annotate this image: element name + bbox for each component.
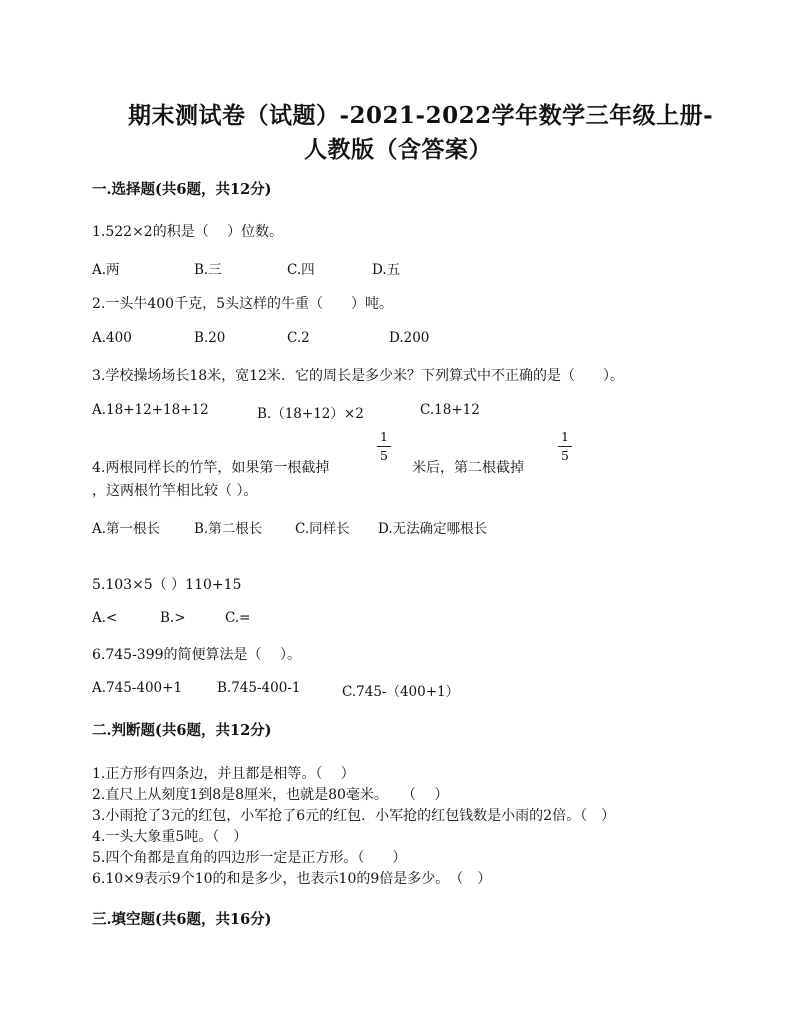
fraction-2-bar [558, 446, 572, 447]
q4-option-a: A.第一根长 [92, 521, 161, 537]
judge-item-1: 1.正方形有四条边，并且都是相等。（ ） [92, 766, 355, 782]
judge-item-5: 5.四个角都是直角的四边形一定是正方形。（ ） [92, 850, 407, 866]
q3-option-a: A.18+12+18+12 [92, 402, 209, 418]
q1-option-d: D.五 [372, 262, 401, 278]
document-title-line2: 人教版（含答案） [304, 136, 492, 163]
document-title-line1: 期末测试卷（试题）-2021-2022学年数学三年级上册- [128, 102, 714, 129]
fraction-2-denominator: 5 [561, 448, 569, 463]
q5-option-b: B.> [160, 610, 186, 626]
fraction-one-fifth-2 [558, 430, 572, 463]
q5-option-a: A.< [92, 610, 118, 626]
question-2: 2.一头牛400千克，5头这样的牛重（ ）吨。 [92, 296, 393, 312]
q6-option-c: C.745-（400+1） [342, 684, 460, 700]
section-heading-true-false: 二.判断题(共6题，共12分) [92, 722, 272, 739]
q1-option-a: A.两 [92, 262, 120, 278]
judge-item-3: 3.小雨抢了3元的红包，小军抢了6元的红包．小军抢的红包钱数是小雨的2倍。（ ） [92, 808, 616, 824]
q2-option-a: A.400 [92, 330, 132, 346]
q3-option-c: C.18+12 [420, 402, 480, 418]
question-4-part1: 4.两根同样长的竹竿，如果第一根截掉 [92, 460, 330, 476]
q3-option-b: B.（18+12）×2 [257, 406, 364, 422]
q6-option-a: A.745-400+1 [92, 680, 183, 696]
q1-option-b: B.三 [194, 262, 222, 278]
q6-option-b: B.745-400-1 [217, 680, 301, 696]
question-1: 1.522×2的积是（ ）位数。 [92, 224, 284, 240]
q2-option-c: C.2 [287, 330, 310, 346]
q4-option-c: C.同样长 [295, 521, 350, 537]
fraction-one-fifth-1 [377, 430, 391, 463]
q5-option-c: C.= [225, 610, 251, 626]
fraction-1-numerator: 1 [380, 429, 388, 444]
question-3: 3.学校操场场长18米，宽12米．它的周长是多少米？下列算式中不正确的是（ ）。 [92, 368, 624, 384]
q4-option-d: D.无法确定哪根长 [378, 521, 488, 537]
fraction-1-bar [377, 446, 391, 447]
section-heading-fill-blank: 三.填空题(共6题，共16分) [92, 911, 272, 928]
q1-option-c: C.四 [287, 262, 315, 278]
q2-option-d: D.200 [389, 330, 430, 346]
question-6: 6.745-399的简便算法是（ ）。 [92, 647, 301, 663]
q4-option-b: B.第二根长 [194, 521, 263, 537]
question-4-part2: 米后，第二根截掉 [412, 460, 524, 476]
section-heading-choice: 一.选择题(共6题，共12分) [92, 181, 272, 198]
judge-item-4: 4.一头大象重5吨。（ ） [92, 829, 248, 845]
judge-item-2: 2.直尺上从刻度1到8是8厘米，也就是80毫米。 （ ） [92, 787, 449, 803]
fraction-2-numerator: 1 [561, 429, 569, 444]
fraction-1-denominator: 5 [380, 448, 388, 463]
judge-item-6: 6.10×9表示9个10的和是多少，也表示10的9倍是多少。 （ ） [92, 871, 492, 887]
question-5: 5.103×5（ ）110+15 [92, 577, 242, 593]
question-4-part3: ，这两根竹竿相比较（ ）。 [92, 483, 258, 499]
q2-option-b: B.20 [194, 330, 226, 346]
